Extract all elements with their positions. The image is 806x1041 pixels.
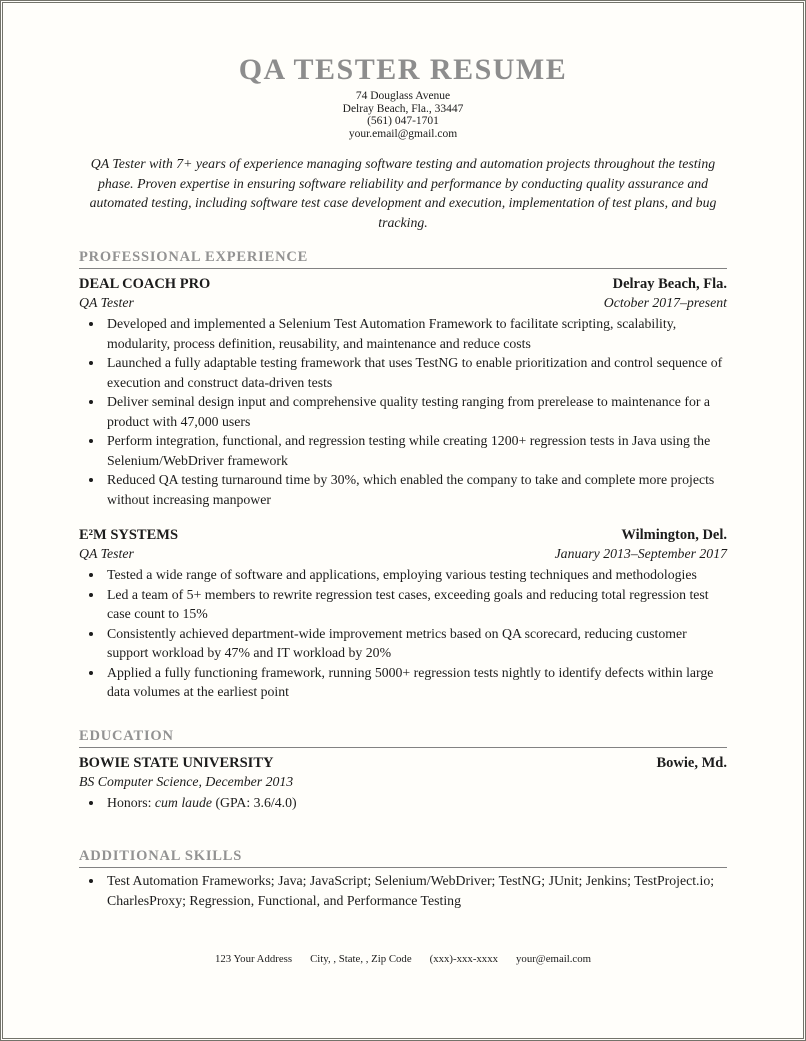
job-bullet-list <box>79 565 727 702</box>
school-header-row <box>79 755 727 772</box>
job-dates: January 2013–September 2017 <box>554 546 727 562</box>
company-location: Delray Beach, Fla. <box>612 276 727 293</box>
job-bullet: • Tested a wide range of software and applications, employing various testing techniques and methodologies <box>104 565 727 585</box>
footer-phone: (xxx)-xxx-xxxx <box>429 953 499 965</box>
job-bullet: • Perform integration, functional, and regression testing while creating 1200+ regression tests in Java using the Selenium/WebDriver framework <box>104 431 727 470</box>
section-experience <box>79 249 727 702</box>
company-name: E²M SYSTEMS <box>79 527 179 544</box>
company-location: Wilmington, Del. <box>621 527 727 544</box>
job-role-row <box>79 546 727 562</box>
school-location: Bowie, Md. <box>656 754 727 771</box>
company-name: DEAL COACH PRO <box>79 276 211 293</box>
honors-latin: cum laude <box>154 794 212 810</box>
section-education <box>79 728 727 813</box>
job-dates: October 2017–present <box>603 295 727 311</box>
footer-email: your@email.com <box>516 953 592 965</box>
page-footer <box>3 953 803 965</box>
honors-bullet <box>104 793 727 813</box>
job-bullet: • Deliver seminal design input and comprehensive quality testing ranging from prerelease to maintenance for a product with 47,000 users <box>104 392 727 431</box>
job-role-row <box>79 295 727 311</box>
job-bullet: • Developed and implemented a Selenium Test Automation Framework to facilitate scripting, scalability, modularity, process definition, reusability, and maintenance and reduce costs <box>104 314 727 353</box>
contact-phone: (561) 047-1701 <box>367 115 439 128</box>
summary-paragraph: QA Tester with 7+ years of experience managing software testing and automation projects throughout the testing phase. Proven expertise in ensuring software reliability and performance by conducting quality assurance and automated testing, including software test case development and execution, implementation of test plans, and bug tracking. <box>89 156 717 230</box>
job-bullet: • Consistently achieved department-wide improvement metrics based on QA scorecard, reducing customer support workload by 47% and IT workload by 20% <box>104 624 727 663</box>
footer-city-state-zip: City, , State, , Zip Code <box>310 953 412 965</box>
contact-block <box>79 90 727 140</box>
job-bullet-list <box>79 314 727 509</box>
contact-email: your.email@gmail.com <box>348 127 458 140</box>
job-deal-coach-pro <box>79 276 727 509</box>
resume-content <box>3 3 803 910</box>
school-name: BOWIE STATE UNIVERSITY <box>79 754 274 771</box>
job-header-row <box>79 276 727 293</box>
honors-prefix: Honors: <box>107 794 155 810</box>
job-bullet: • Applied a fully functioning framework, running 5000+ regression tests nightly to identify defects within large data volumes at the earliest point <box>104 663 727 702</box>
honors-gpa: (GPA: 3.6/4.0) <box>212 794 297 810</box>
job-e2m-systems <box>79 527 727 702</box>
education-bullet-list <box>79 793 727 813</box>
degree-line: BS Computer Science, December 2013 <box>79 773 294 789</box>
job-title: QA Tester <box>79 295 134 311</box>
contact-address-line: 74 Douglass Avenue <box>355 90 451 102</box>
education-heading: EDUCATION <box>79 728 727 748</box>
job-bullet: • Reduced QA testing turnaround time by 30%, which enabled the company to take and complete more projects without increasing manpower <box>104 470 727 509</box>
footer-address: 123 Your Address <box>214 953 293 965</box>
job-header-row <box>79 527 727 544</box>
job-bullet: • Launched a fully adaptable testing framework that uses TestNG to enable prioritization and control sequence of execution and construct data-driven tests <box>104 353 727 392</box>
page-title: QA TESTER RESUME <box>238 53 568 86</box>
contact-city-line: Delray Beach, Fla., 33447 <box>342 102 464 115</box>
section-skills <box>79 848 727 910</box>
skills-bullet-list <box>79 871 727 910</box>
skills-bullet: • Test Automation Frameworks; Java; JavaScript; Selenium/WebDriver; TestNG; JUnit; Jenkins; TestProject.io; CharlesProxy; Regression, Functional, and Performance Testing <box>104 871 727 910</box>
experience-heading: PROFESSIONAL EXPERIENCE <box>79 249 727 269</box>
job-bullet: • Led a team of 5+ members to rewrite regression test cases, exceeding goals and reducing total regression test case count to 15% <box>104 585 727 624</box>
skills-heading: ADDITIONAL SKILLS <box>79 848 727 868</box>
job-title: QA Tester <box>79 546 134 562</box>
